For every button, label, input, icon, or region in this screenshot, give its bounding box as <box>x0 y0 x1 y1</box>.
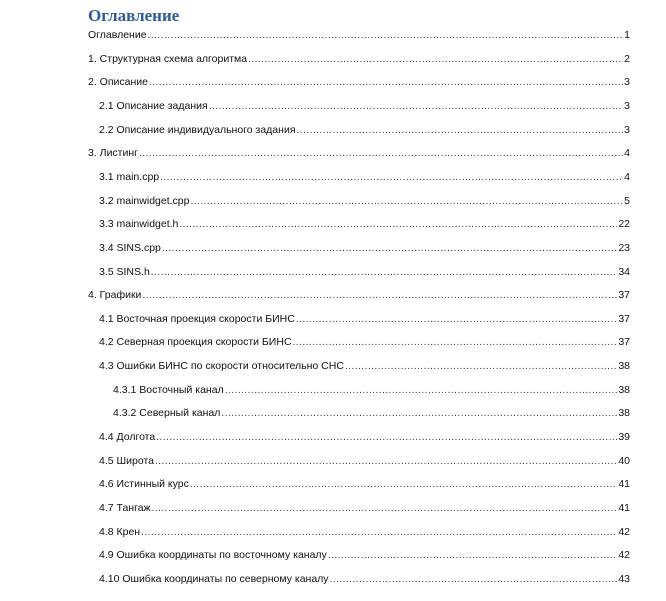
toc-page-number: 38 <box>618 360 630 373</box>
dot-leader <box>330 572 618 588</box>
toc-entry-text: 4.3 Ошибки БИНС по скорости относительно СНС <box>99 360 344 373</box>
dot-leader <box>139 146 623 162</box>
toc-page-number: 3 <box>624 123 630 136</box>
toc-entry[interactable] <box>99 193 630 209</box>
toc-entry[interactable] <box>88 74 630 90</box>
toc-entry-text: 4.2 Северная проекция скорости БИНС <box>99 336 292 349</box>
dot-leader <box>142 288 617 304</box>
dot-leader <box>179 217 617 233</box>
toc-page-number: 5 <box>624 194 630 207</box>
dot-leader <box>149 75 623 91</box>
toc-entry-text: 4.5 Широта <box>99 454 154 467</box>
toc-entry[interactable] <box>99 98 630 114</box>
toc-entry-text: 2.2 Описание индивидуального задания <box>99 123 296 136</box>
toc-entry-text: 4.3.1 Восточный канал <box>113 383 224 396</box>
toc-page-number: 23 <box>618 241 630 254</box>
toc-entry-text: 4.9 Ошибка координаты по восточному каналу <box>99 549 327 562</box>
toc-entry-text: 3.2 mainwidget.cpp <box>99 194 190 207</box>
dot-leader <box>225 383 618 399</box>
toc-entry[interactable] <box>88 287 630 303</box>
dot-leader <box>151 265 618 281</box>
toc-entry-text: 4.7 Тангаж <box>99 502 151 514</box>
toc-entry-text: 4.8 Крен <box>99 525 141 538</box>
toc-page-number: 38 <box>618 407 630 420</box>
toc-entry[interactable] <box>88 51 630 67</box>
toc-entry-text: 3.3 mainwidget.h <box>99 218 179 231</box>
toc-page-number: 42 <box>618 525 630 538</box>
toc-entry-text: 4.6 Истинный курс <box>99 478 189 491</box>
toc-entry-text: 4.3.2 Северный канал <box>113 407 221 420</box>
toc-entry[interactable] <box>99 476 630 492</box>
toc-entry-text: 4. Графики <box>88 289 142 302</box>
toc-entry[interactable] <box>99 453 630 469</box>
toc-entry-text: 4.4 Долгота <box>99 431 156 444</box>
toc-entry[interactable] <box>88 145 630 161</box>
toc-page-number: 37 <box>618 312 630 325</box>
toc-page-number: 37 <box>618 289 630 302</box>
toc-entry[interactable] <box>99 311 630 327</box>
toc-entry[interactable] <box>113 382 630 398</box>
toc-entry-text: 3.5 SINS.h <box>99 265 150 278</box>
toc-entry[interactable] <box>99 240 630 256</box>
toc-entry[interactable] <box>99 216 630 232</box>
toc-entry[interactable] <box>99 334 630 350</box>
toc-entry-text: 4.10 Ошибка координаты по северному каналу <box>99 572 329 585</box>
dot-leader <box>152 501 618 517</box>
toc-page-number: 43 <box>618 572 630 585</box>
toc-page-number: 39 <box>618 431 630 444</box>
dot-leader <box>296 312 617 328</box>
toc-page-number: 41 <box>618 478 630 491</box>
dot-leader <box>328 548 618 564</box>
dot-leader <box>160 170 623 186</box>
toc-entry[interactable] <box>99 122 630 138</box>
toc-heading: Оглавление <box>88 6 180 25</box>
toc-entry-text: 3.1 main.cpp <box>99 170 160 183</box>
toc-entry-text: 2.1 Описание задания <box>99 99 208 112</box>
toc-entry-text: 2. Описание <box>88 76 148 89</box>
toc-entry[interactable] <box>99 500 630 516</box>
dot-leader <box>141 525 617 541</box>
dot-leader <box>155 454 617 470</box>
dot-leader <box>190 477 617 493</box>
toc-entry-text: 3. Листинг <box>88 147 138 160</box>
toc-entry-text: 4.1 Восточная проекция скорости БИНС <box>99 312 295 325</box>
toc-entry[interactable] <box>99 547 630 563</box>
toc-entry[interactable] <box>99 358 630 374</box>
toc-page-number: 4 <box>624 147 630 160</box>
toc-page-number: 1 <box>624 29 630 41</box>
toc-page-number: 3 <box>624 76 630 89</box>
toc-entry[interactable] <box>88 27 630 43</box>
toc-page-number: 40 <box>618 454 630 467</box>
toc-entry[interactable] <box>99 169 630 185</box>
dot-leader <box>221 406 617 422</box>
toc-page-number: 4 <box>624 170 630 183</box>
toc-page-number: 38 <box>618 383 630 396</box>
dot-leader <box>297 123 624 139</box>
toc-page-number: 41 <box>618 502 630 514</box>
toc-entry[interactable] <box>99 571 630 587</box>
toc-entry-text: 3.4 SINS.cpp <box>99 241 161 254</box>
dot-leader <box>248 52 623 68</box>
dot-leader <box>156 430 617 446</box>
toc-page-number: 34 <box>618 265 630 278</box>
toc-page-number: 3 <box>624 99 630 112</box>
toc-page-number: 37 <box>618 336 630 349</box>
dot-leader <box>148 28 624 44</box>
toc-entry[interactable] <box>99 429 630 445</box>
toc-entry[interactable] <box>113 405 630 421</box>
toc-entry[interactable] <box>99 524 630 540</box>
toc-entry-text: Оглавление <box>88 29 147 41</box>
toc-entry-text: 1. Структурная схема алгоритма <box>88 52 248 65</box>
dot-leader <box>162 241 617 257</box>
dot-leader <box>345 359 617 375</box>
dot-leader <box>190 194 623 210</box>
toc-page-number: 42 <box>618 549 630 562</box>
dot-leader <box>209 99 623 115</box>
dot-leader <box>293 335 618 351</box>
toc-page-number: 2 <box>624 52 630 65</box>
toc-entry[interactable] <box>99 264 630 280</box>
toc-page-number: 22 <box>618 218 630 231</box>
